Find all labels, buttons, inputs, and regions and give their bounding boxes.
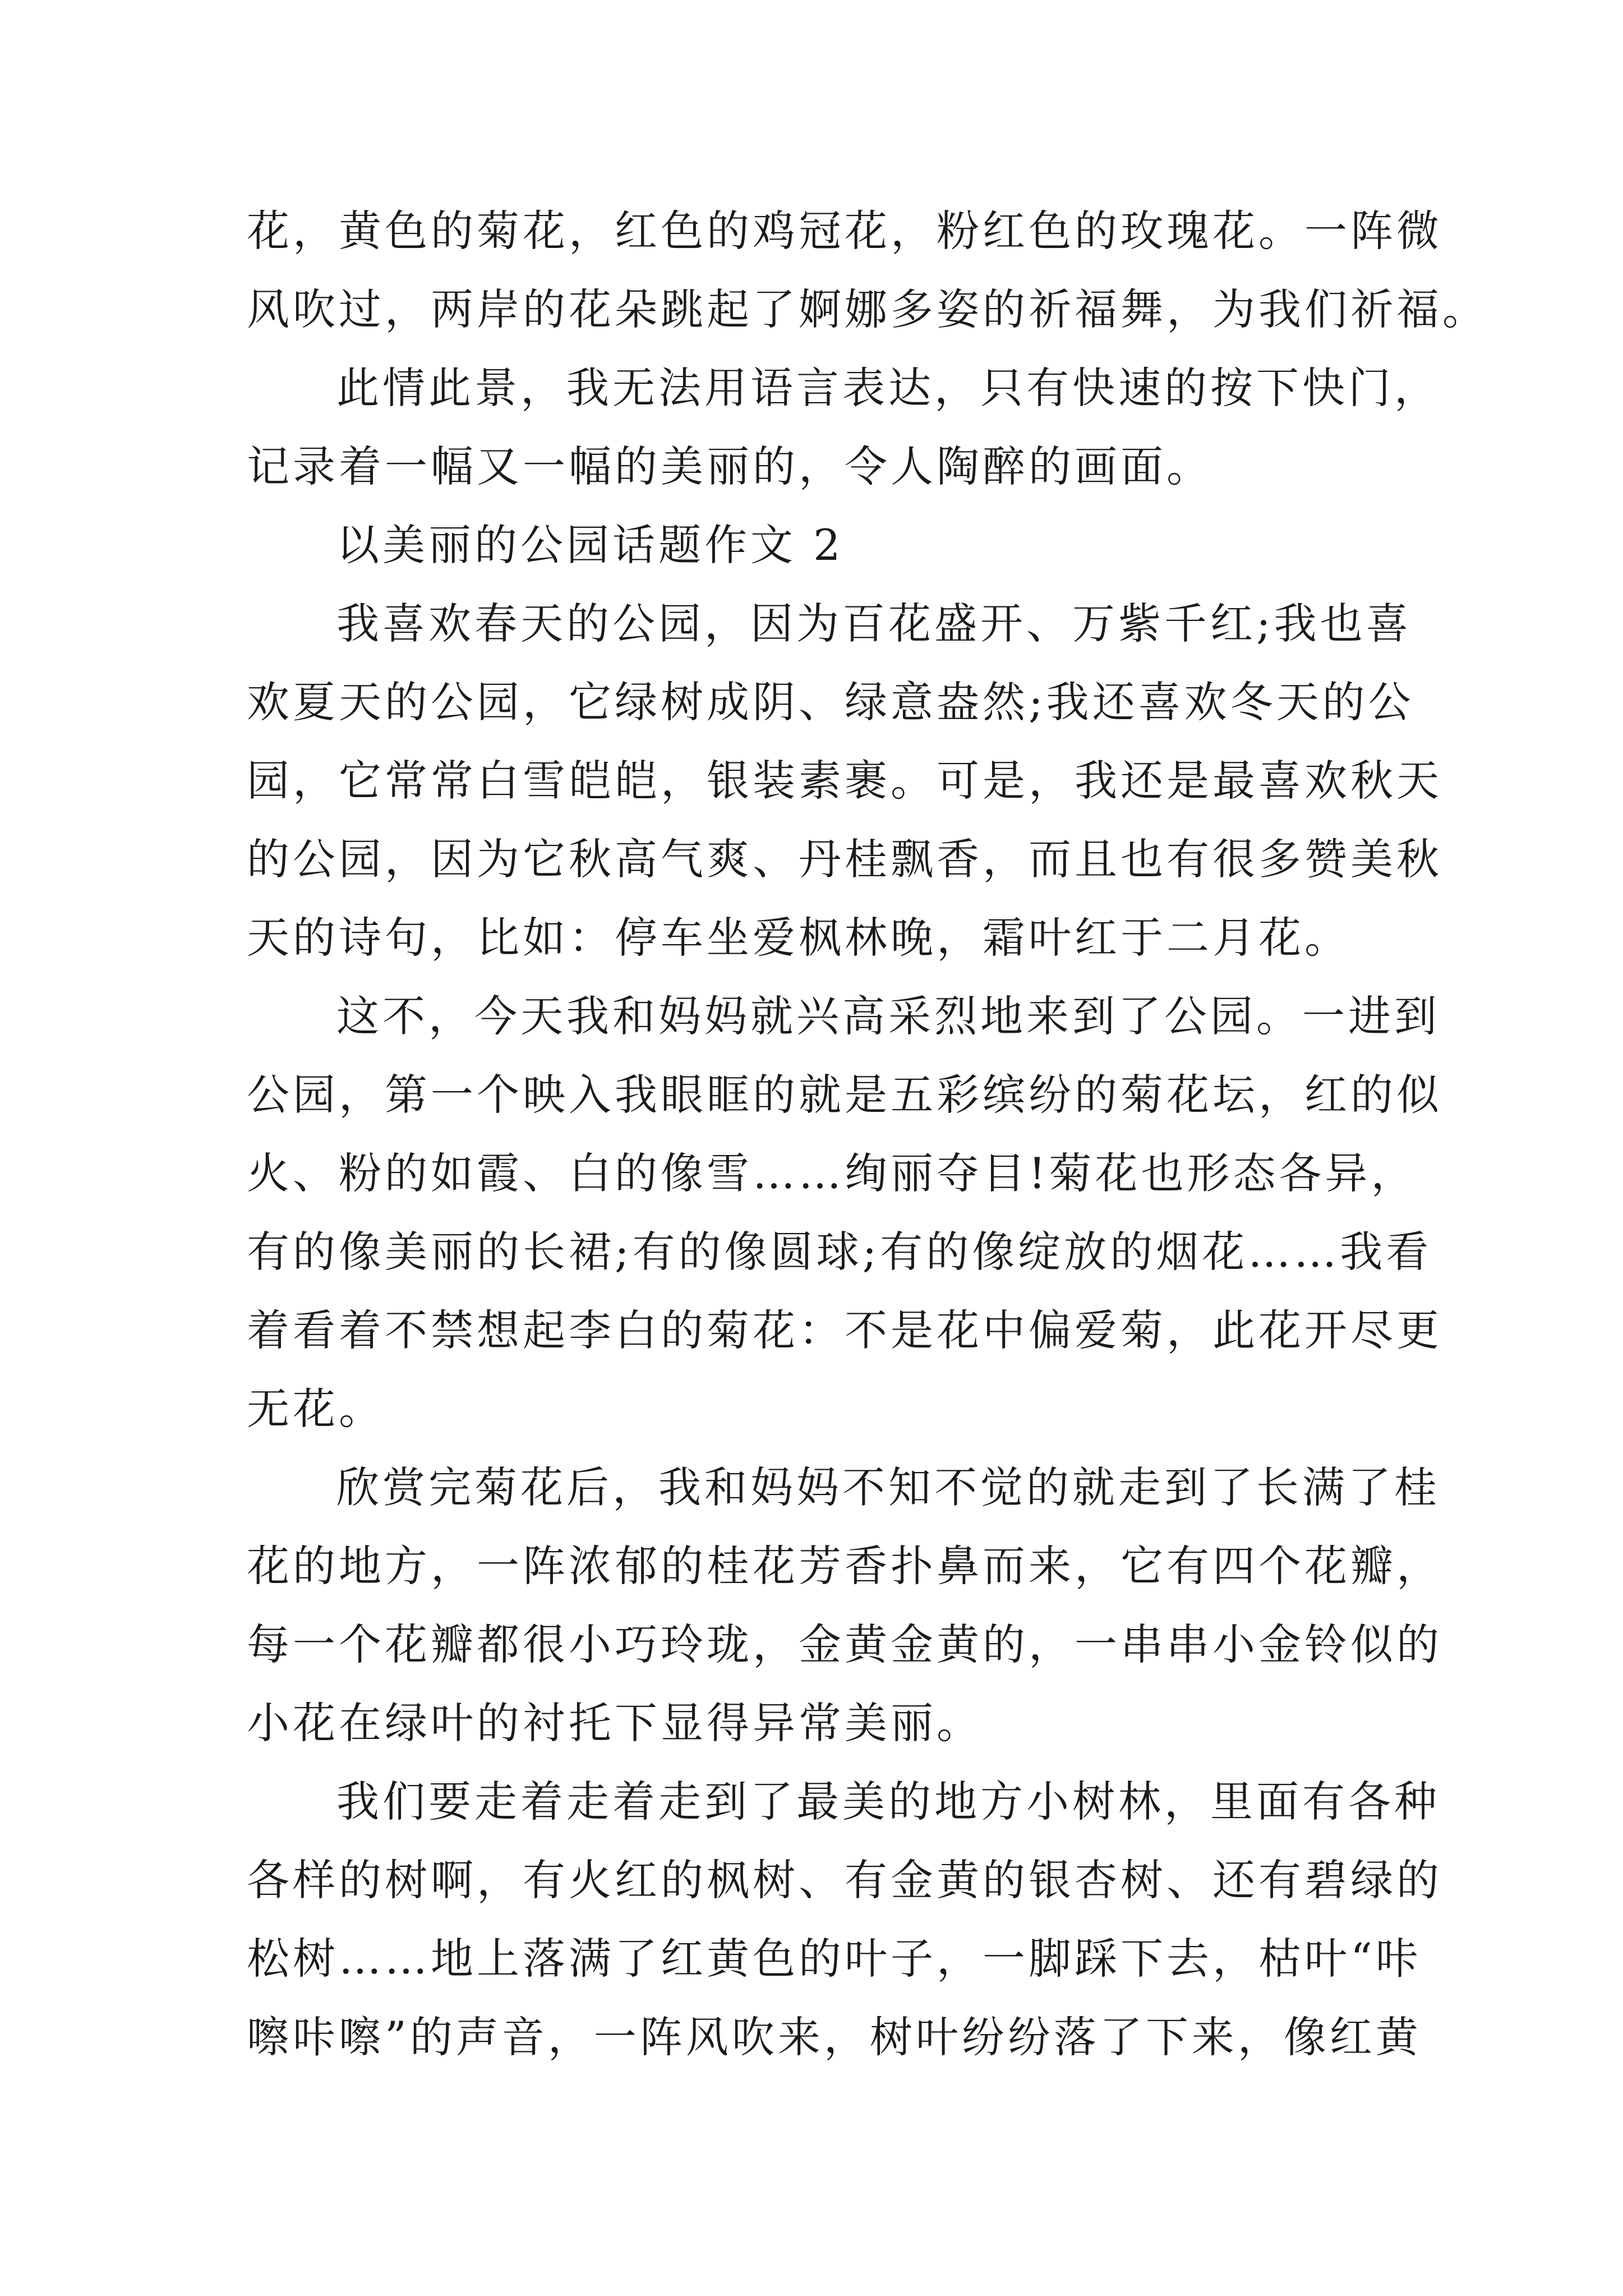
text-line: 公园，第一个映入我眼眶的就是五彩缤纷的菊花坛，红的似	[247, 1070, 1442, 1120]
text-line: 风吹过，两岸的花朵跳起了婀娜多姿的祈福舞，为我们祈福。	[247, 284, 1488, 334]
text-line: 火、粉的如霞、白的像雪……绚丽夺目!菊花也形态各异，	[247, 1148, 1417, 1198]
section-heading: 以美丽的公园话题作文 2	[336, 520, 844, 570]
text-line: 欢夏天的公园，它绿树成阴、绿意盎然;我还喜欢冬天的公	[247, 677, 1414, 727]
text-line: 花的地方，一阵浓郁的桂花芳香扑鼻而来，它有四个花瓣，	[247, 1541, 1442, 1591]
text-line: 此情此景，我无法用语言表达，只有快速的按下快门，	[336, 363, 1440, 413]
text-line: 着看着不禁想起李白的菊花：不是花中偏爱菊，此花开尽更	[247, 1305, 1442, 1355]
document-body	[247, 192, 1488, 2077]
text-line: 有的像美丽的长裙;有的像圆球;有的像绽放的烟花……我看	[247, 1227, 1432, 1277]
text-line: 松树……地上落满了红黄色的叶子，一脚踩下去，枯叶“咔	[247, 1934, 1422, 1984]
text-line: 各样的树啊，有火红的枫树、有金黄的银杏树、还有碧绿的	[247, 1855, 1442, 1905]
text-line: 欣赏完菊花后，我和妈妈不知不觉的就走到了长满了桂	[336, 1462, 1440, 1512]
text-line: 花，黄色的菊花，红色的鸡冠花，粉红色的玫瑰花。一阵微	[247, 206, 1442, 256]
text-line: 天的诗句，比如：停车坐爱枫林晚，霜叶红于二月花。	[247, 913, 1350, 963]
text-line: 这不，今天我和妈妈就兴高采烈地来到了公园。一进到	[336, 991, 1440, 1041]
text-line: 的公园，因为它秋高气爽、丹桂飘香，而且也有很多赞美秋	[247, 834, 1442, 884]
text-line: 我们要走着走着走到了最美的地方小树林，里面有各种	[336, 1777, 1440, 1826]
text-line: 记录着一幅又一幅的美丽的，令人陶醉的画面。	[247, 441, 1212, 491]
text-line: 嚓咔嚓”的声音，一阵风吹来，树叶纷纷落了下来，像红黄	[247, 2012, 1422, 2062]
text-line: 无花。	[247, 1384, 385, 1434]
text-line: 每一个花瓣都很小巧玲珑，金黄金黄的，一串串小金铃似的	[247, 1619, 1442, 1669]
text-line: 我喜欢春天的公园，因为百花盛开、万紫千红;我也喜	[336, 599, 1412, 648]
text-line: 小花在绿叶的衬托下显得异常美丽。	[247, 1698, 983, 1748]
text-line: 园，它常常白雪皑皑，银装素裹。可是，我还是最喜欢秋天	[247, 756, 1442, 806]
